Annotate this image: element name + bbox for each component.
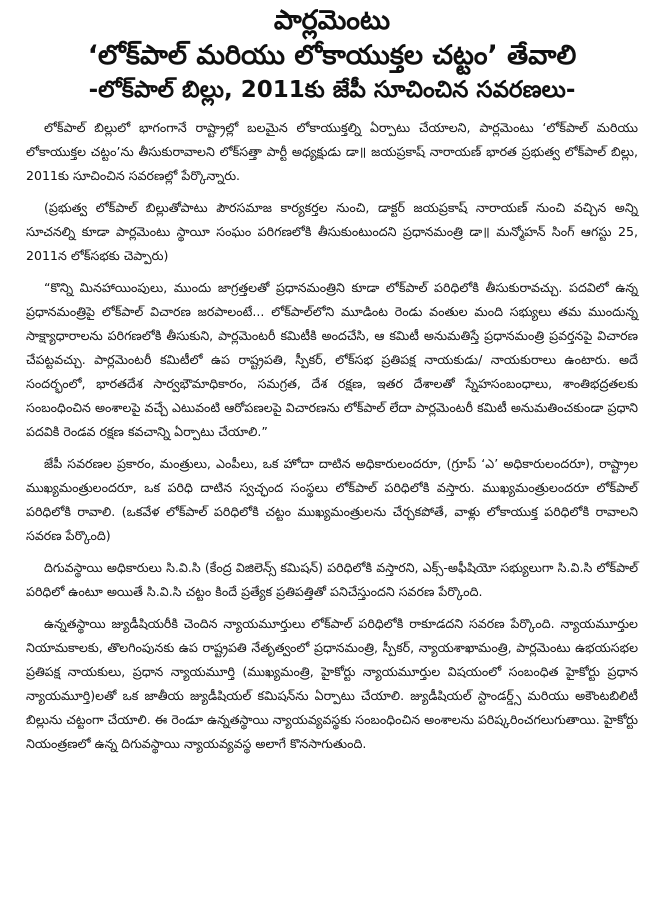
page-subtitle: -లోక్‌పాల్ బిల్లు, 2011కు జేపీ సూచించిన సవరణలు- [88,77,576,103]
paragraph-intro: లోక్‌పాల్ బిల్లులో భాగంగానే రాష్ట్రాల్లో బలమైన లోకాయుక్తల్ని ఏర్పాటు చేయాలని, పార్లమెంటు ‘లోక్‌పాల్ మరియు లోకాయుక్తల చట్టం’ను తీసుకురావాలని లోక్‌సత్తా పార్టీ అధ్యక్షుడు డా॥ జయప్రకాష్ నారాయణ్ భారత ప్రభుత్వ లోక్‌పాల్ బిల్లు, 2011కు సూచించిన సవరణల్లో పేర్కొన్నారు. [26,120,638,183]
paragraph-cvc: దిగువస్థాయి అధికారులు సి.వి.సి (కేంద్ర విజిలెన్స్ కమిషన్) పరిధిలోకి వస్తారని, ఎక్స్-అఫీషియో సభ్యులుగా సి.వి.సి లోక్‌పాల్ పరిధిలో ఉంటూ అయితే సి.వి.సి చట్టం కిందే ప్రత్యేక ప్రతిపత్తితో పనిచేస్తుందని సవరణ పేర్కొంది. [26,560,638,599]
paragraph-coverage: జేపీ సవరణల ప్రకారం, మంత్రులు, ఎంపీలు, ఒక హోదా దాటిన అధికారులందరూ, (గ్రూప్ ‘ఎ’ అధికారులందరూ), రాష్ట్రాల ముఖ్యమంత్రులందరూ, ఒక పరిధి దాటిన స్వచ్ఛంద సంస్థలు లోక్‌పాల్ పరిధిలోకి వస్తారు. ముఖ్యమంత్రులందరూ లోక్‌పాల్ పరిధిలోకి రావాలి. (ఒకవేళ లోక్‌పాల్ పరిధిలోకి చట్టం ముఖ్యమంత్రులను చేర్చకపోతే, వాళ్లు లోకాయుక్త పరిధిలోకి రావాలని సవరణ పేర్కొంది) [26,456,638,543]
paragraph-judiciary: ఉన్నతస్థాయి జ్యుడీషియరీకి చెందిన న్యాయమూర్తులు లోక్‌పాల్ పరిధిలోకి రాకూడదని సవరణ పేర్కొంది. న్యాయమూర్తుల నియామకాలకు, తొలగింపునకు ఉప రాష్ట్రపతి నేతృత్వంలో ప్రధానమంత్రి, స్పీకర్, న్యాయశాఖామంత్రి, పార్లమెంటు ఉభయసభల ప్రతిపక్ష నాయకులు, ప్రధాన న్యాయమూర్తి (ముఖ్యమంత్రి, హైకోర్టు న్యాయమూర్తుల విషయంలో సంబంధిత హైకోర్టు ప్రధాన న్యాయమూర్తి)లతో ఒక జాతీయ జ్యుడీషియల్ కమిషన్‌ను ఏర్పాటు చేయాలి. జ్యుడీషియల్ స్టాండర్డ్స్ మరియు అకౌంటబిలిటీ బిల్లును చట్టంగా చేయాలి. ఈ రెండూ ఉన్నతస్థాయి న్యాయవ్యవస్థకు సంబంధించిన అంశాలను పరిష్కరించగలుగుతాయి. హైకోర్టు నియంత్రణలో ఉన్న దిగువస్థాయి న్యాయవ్యవస్థ అలాగే కొనసాగుతుంది. [26,616,638,751]
page-title: పార్లమెంటు [273,5,391,36]
paragraph-quote: “కొన్ని మినహాయింపులు, ముందు జాగ్రత్తలతో ప్రధానమంత్రిని కూడా లోక్‌పాల్ పరిధిలోకి తీసుకురావచ్చు. పదవిలో ఉన్న ప్రధానమంత్రిపై లోక్‌పాల్ విచారణ జరపాలంటే... లోక్‌పాల్‌లోని మూడింట రెండు వంతుల మంది సభ్యులు తమ ముందున్న సాక్ష్యాధారాలను పరిగణలోకి తీసుకుని, పార్లమెంటరీ కమిటీకి అందచేసి, ఆ కమిటీ అనుమతిస్తే ప్రధానమంత్రి ప్రవర్తనపై విచారణ చేపట్టవచ్చు. పార్లమెంటరీ కమిటీలో ఉప రాష్ట్రపతి, స్పీకర్, లోక్‌సభ ప్రతిపక్ష నాయకుడు/ నాయకురాలు ఉంటారు. అదే సందర్భంలో, భారతదేశ సార్వభౌమాధికారం, సమగ్రత, దేశ రక్షణ, ఇతర దేశాలతో స్నేహసంబంధాలు, శాంతిభద్రతలకు సంబంధించిన అంశాలపై వచ్చే ఎటువంటి ఆరోపణలపై విచారణను లోక్‌పాల్ లేదా పార్లమెంటరీ కమిటీ అనుమతించకుండా ప్రధాని పదవికి రెండవ రక్షణ కవచాన్ని ఏర్పాటు చేయాలి.” [26,280,638,439]
paragraph-pm-statement: (ప్రభుత్వ లోక్‌పాల్ బిల్లుతోపాటు పౌరసమాజ కార్యకర్తల నుంచి, డాక్టర్ జయప్రకాష్ నారాయణ్ నుంచి వచ్చిన అన్ని సూచనల్ని కూడా పార్లమెంటు స్థాయీ సంఘం పరిగణలోకి తీసుకుంటుందని ప్రధానమంత్రి డా॥ మన్మోహన్ సింగ్ ఆగస్టు 25, 2011న లోక్‌సభకు చెప్పారు) [26,200,638,263]
page-headline: ‘లోక్‌పాల్ మరియు లోకాయుక్తల చట్టం’ తేవాలి [87,40,577,71]
